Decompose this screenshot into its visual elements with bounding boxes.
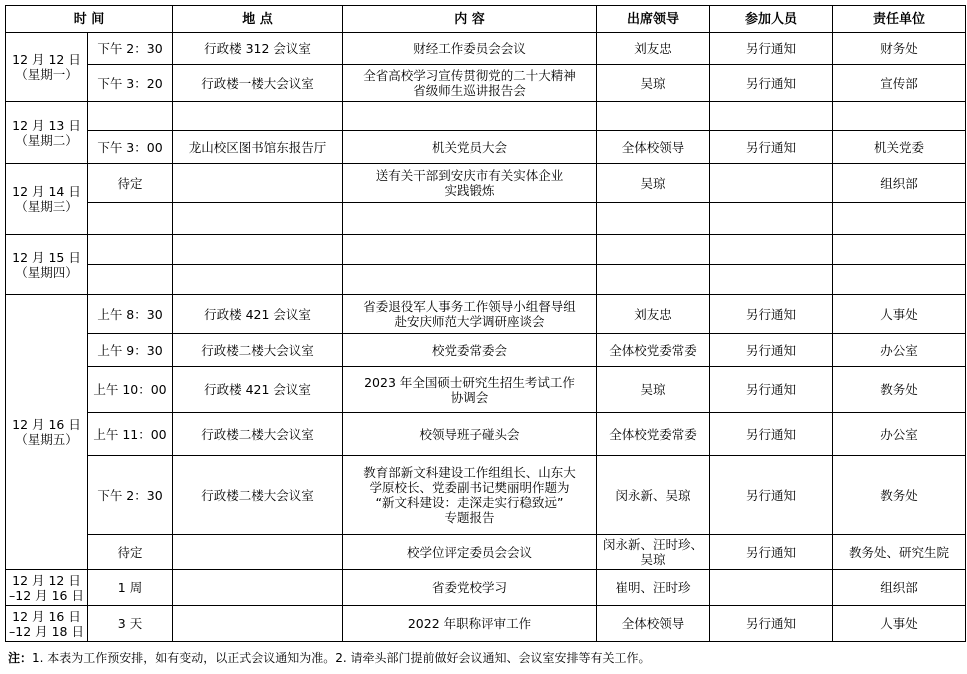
place-cell [173, 535, 343, 570]
leader-cell [597, 102, 710, 131]
content-cell [343, 235, 597, 265]
attendees-cell: 另行通知 [710, 367, 833, 413]
header-time: 时 间 [6, 6, 173, 33]
attendees-cell [710, 235, 833, 265]
table-row [6, 295, 966, 334]
attendees-cell [710, 102, 833, 131]
leader-cell: 全体校党委常委 [597, 334, 710, 367]
leader-cell: 刘友忠 [597, 295, 710, 334]
content-cell: 机关党员大会 [343, 131, 597, 164]
footnote [8, 650, 651, 666]
time-cell: 待定 [88, 535, 173, 570]
place-cell: 行政楼二楼大会议室 [173, 334, 343, 367]
attendees-cell: 另行通知 [710, 606, 833, 642]
content-cell: 教育部新文科建设工作组组长、山东大 学原校长、党委副书记樊丽明作题为 “新文科建设：走深走实行稳致远” 专题报告 [343, 456, 597, 535]
attendees-cell: 另行通知 [710, 334, 833, 367]
header-row [6, 6, 966, 33]
attendees-cell [710, 570, 833, 606]
attendees-cell: 另行通知 [710, 295, 833, 334]
date-cell-thu: 12 月 15 日 （星期四） [6, 235, 88, 295]
table-row [6, 33, 966, 65]
time-cell: 3 天 [88, 606, 173, 642]
content-cell: 送有关干部到安庆市有关实体企业 实践锻炼 [343, 164, 597, 203]
leader-cell: 崔明、汪时珍 [597, 570, 710, 606]
leader-cell: 刘友忠 [597, 33, 710, 65]
time-cell: 上午 9：30 [88, 334, 173, 367]
place-cell [173, 265, 343, 295]
leader-cell: 闵永新、吴琼 [597, 456, 710, 535]
unit-cell: 财务处 [833, 33, 966, 65]
unit-cell [833, 265, 966, 295]
content-cell [343, 203, 597, 235]
table-row [6, 413, 966, 456]
table-row [6, 535, 966, 570]
content-cell: 2022 年职称评审工作 [343, 606, 597, 642]
attendees-cell [710, 203, 833, 235]
table-row [6, 203, 966, 235]
place-cell [173, 606, 343, 642]
table-row [6, 606, 966, 642]
header-unit: 责任单位 [833, 6, 966, 33]
place-cell: 龙山校区图书馆东报告厅 [173, 131, 343, 164]
place-cell: 行政楼一楼大会议室 [173, 65, 343, 102]
content-cell: 校学位评定委员会会议 [343, 535, 597, 570]
time-cell: 1 周 [88, 570, 173, 606]
place-cell [173, 102, 343, 131]
weekly-schedule-table [5, 5, 966, 642]
leader-cell: 全体校领导 [597, 606, 710, 642]
attendees-cell [710, 265, 833, 295]
unit-cell: 人事处 [833, 295, 966, 334]
table-row [6, 334, 966, 367]
table-row [6, 367, 966, 413]
content-cell: 校党委常委会 [343, 334, 597, 367]
attendees-cell: 另行通知 [710, 131, 833, 164]
date-cell-wed: 12 月 14 日 （星期三） [6, 164, 88, 235]
unit-cell: 组织部 [833, 164, 966, 203]
date-cell-range-2: 12 月 16 日 –12 月 18 日 [6, 606, 88, 642]
content-cell [343, 265, 597, 295]
unit-cell [833, 102, 966, 131]
time-cell: 下午 3：20 [88, 65, 173, 102]
attendees-cell: 另行通知 [710, 33, 833, 65]
leader-cell: 吴琼 [597, 65, 710, 102]
header-content: 内 容 [343, 6, 597, 33]
content-cell: 省委退役军人事务工作领导小组督导组 赴安庆师范大学调研座谈会 [343, 295, 597, 334]
leader-cell: 全体校党委常委 [597, 413, 710, 456]
content-cell: 全省高校学习宣传贯彻党的二十大精神 省级师生巡讲报告会 [343, 65, 597, 102]
table-row [6, 164, 966, 203]
unit-cell: 教务处 [833, 367, 966, 413]
unit-cell: 办公室 [833, 413, 966, 456]
schedule-sheet [5, 5, 966, 642]
place-cell [173, 203, 343, 235]
header-leader: 出席领导 [597, 6, 710, 33]
table-row [6, 456, 966, 535]
leader-cell: 吴琼 [597, 164, 710, 203]
time-cell: 下午 2：30 [88, 33, 173, 65]
place-cell: 行政楼二楼大会议室 [173, 413, 343, 456]
place-cell [173, 235, 343, 265]
attendees-cell: 另行通知 [710, 456, 833, 535]
unit-cell [833, 203, 966, 235]
attendees-cell: 另行通知 [710, 65, 833, 102]
time-cell [88, 203, 173, 235]
table-row [6, 265, 966, 295]
place-cell [173, 164, 343, 203]
date-cell-range-1: 12 月 12 日 –12 月 16 日 [6, 570, 88, 606]
attendees-cell: 另行通知 [710, 535, 833, 570]
time-cell: 上午 8：30 [88, 295, 173, 334]
attendees-cell: 另行通知 [710, 413, 833, 456]
leader-cell [597, 265, 710, 295]
leader-cell [597, 203, 710, 235]
unit-cell: 办公室 [833, 334, 966, 367]
leader-cell: 吴琼 [597, 367, 710, 413]
place-cell [173, 570, 343, 606]
table-row [6, 235, 966, 265]
unit-cell [833, 235, 966, 265]
place-cell: 行政楼 421 会议室 [173, 295, 343, 334]
content-cell: 省委党校学习 [343, 570, 597, 606]
time-cell [88, 235, 173, 265]
content-cell: 2023 年全国硕士研究生招生考试工作 协调会 [343, 367, 597, 413]
leader-cell: 闵永新、汪时珍、 吴琼 [597, 535, 710, 570]
unit-cell: 宣传部 [833, 65, 966, 102]
header-attendees: 参加人员 [710, 6, 833, 33]
date-cell-fri: 12 月 16 日 （星期五） [6, 295, 88, 570]
time-cell [88, 102, 173, 131]
content-cell [343, 102, 597, 131]
header-place: 地 点 [173, 6, 343, 33]
unit-cell: 教务处 [833, 456, 966, 535]
footnote-label: 注： [8, 651, 33, 665]
content-cell: 财经工作委员会会议 [343, 33, 597, 65]
unit-cell: 组织部 [833, 570, 966, 606]
time-cell: 上午 11：00 [88, 413, 173, 456]
table-row [6, 102, 966, 131]
place-cell: 行政楼二楼大会议室 [173, 456, 343, 535]
unit-cell: 机关党委 [833, 131, 966, 164]
footnote-text: 1. 本表为工作预安排，如有变动，以正式会议通知为准。2. 请牵头部门提前做好会议通知、会议室安排等有关工作。 [32, 651, 651, 665]
time-cell: 上午 10：00 [88, 367, 173, 413]
time-cell [88, 265, 173, 295]
table-row [6, 65, 966, 102]
date-cell-mon: 12 月 12 日 （星期一） [6, 33, 88, 102]
date-cell-tue: 12 月 13 日 （星期二） [6, 102, 88, 164]
attendees-cell [710, 164, 833, 203]
leader-cell [597, 235, 710, 265]
leader-cell: 全体校领导 [597, 131, 710, 164]
place-cell: 行政楼 421 会议室 [173, 367, 343, 413]
unit-cell: 教务处、研究生院 [833, 535, 966, 570]
place-cell: 行政楼 312 会议室 [173, 33, 343, 65]
time-cell: 下午 2：30 [88, 456, 173, 535]
content-cell: 校领导班子碰头会 [343, 413, 597, 456]
table-row [6, 570, 966, 606]
time-cell: 下午 3：00 [88, 131, 173, 164]
table-row [6, 131, 966, 164]
time-cell: 待定 [88, 164, 173, 203]
unit-cell: 人事处 [833, 606, 966, 642]
